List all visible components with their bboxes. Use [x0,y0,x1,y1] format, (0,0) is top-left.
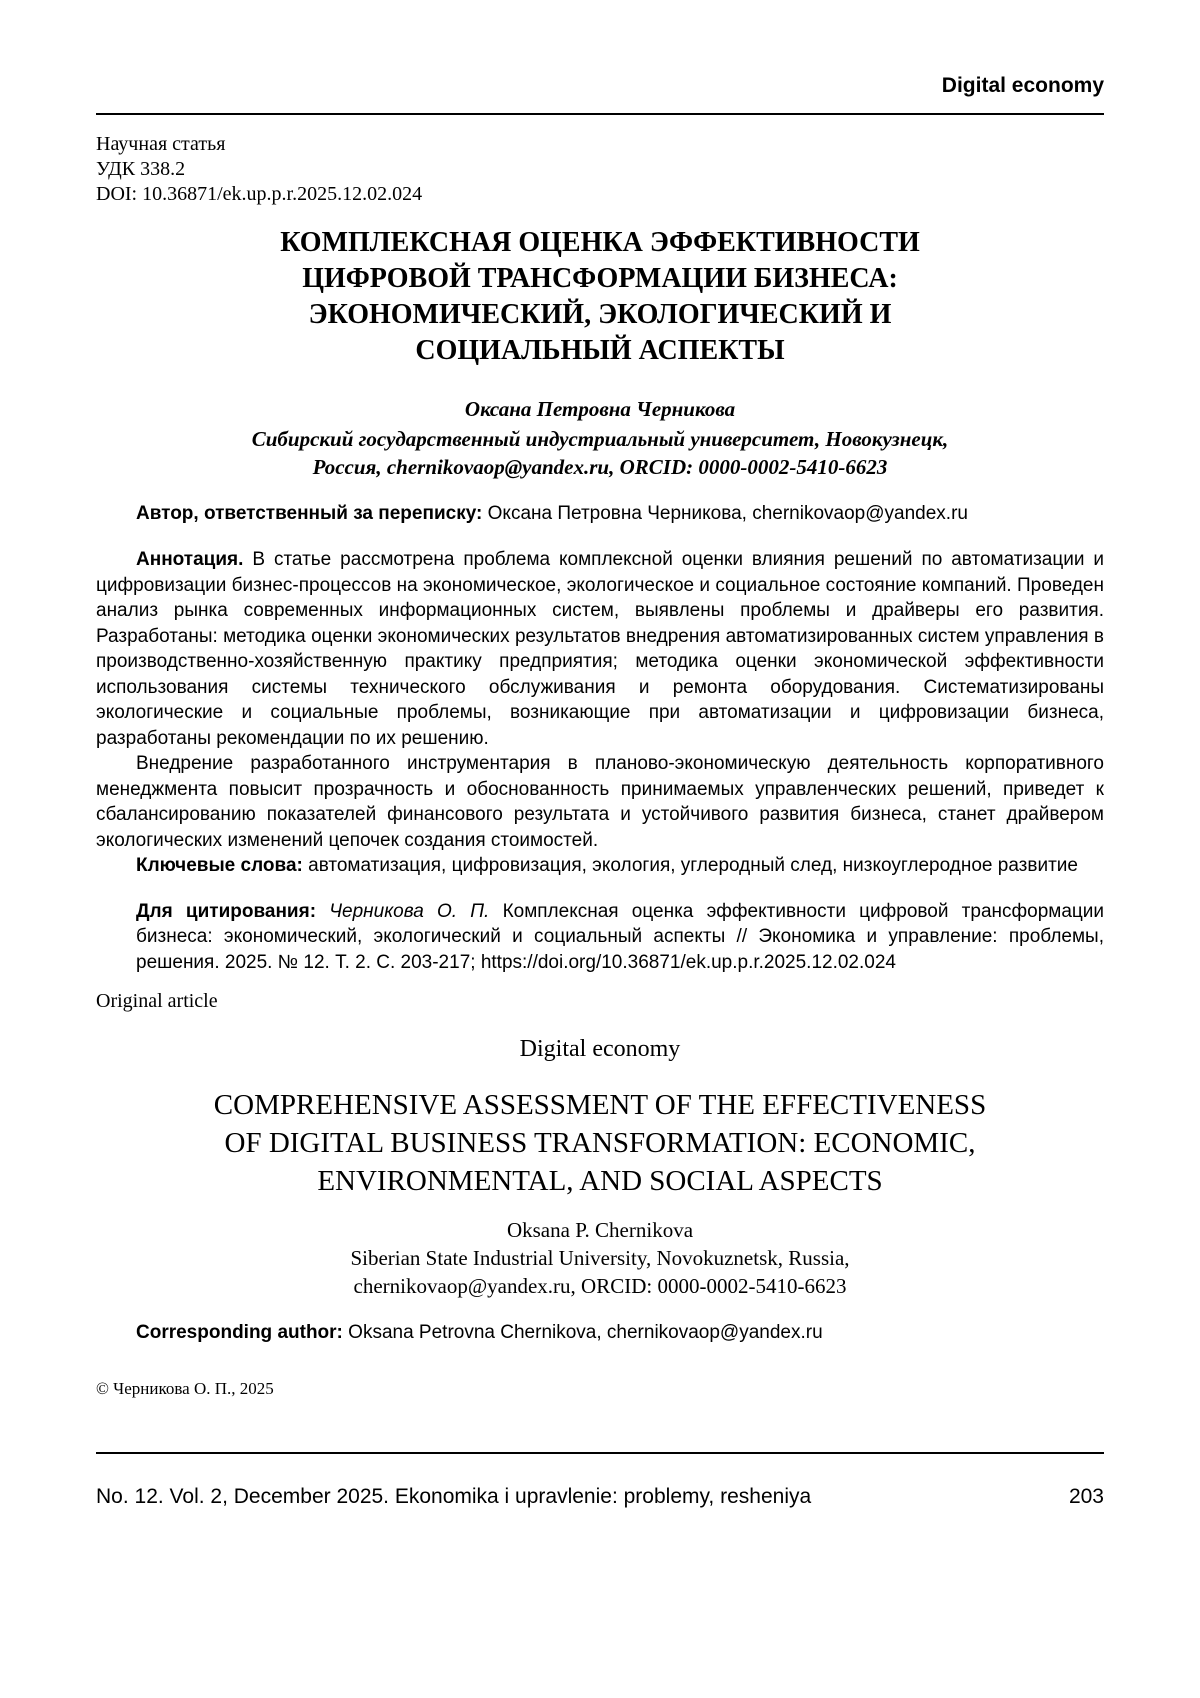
udk-code: УДК 338.2 [96,158,186,180]
title-ru-line: СОЦИАЛЬНЫЙ АСПЕКТЫ [415,335,785,366]
title-ru-line: ЭКОНОМИЧЕСКИЙ, ЭКОЛОГИЧЕСКИЙ И [308,299,892,330]
article-meta [96,132,1104,207]
abstract-section [96,547,1104,879]
affiliation-en-line: Siberian State Industrial University, Novokuznetsk, Russia, [350,1246,850,1270]
abstract-paragraph-2: Внедрение разработанного инструментария в планово-экономическую деятельность корпоративного менеджмента повысит прозрачность и обоснованность принимаемых управленческих решений, приведет к сбалансированию показателей финансового результата и устойчивого развития бизнеса, станет драйвером экологических изменений цепочек создания стоимостей. [96,753,1104,851]
citation-text: Комплексная оценка эффективности цифровой трансформации бизнеса: экономический, экологический и социальный аспекты // Экономика и управление: проблемы, решения. 2025. № 12. Т. 2. С. 203-217; https://doi.org/10.36871/ek.up.p.r.2025.12.02.024 [136,900,1105,973]
header-rule [96,113,1104,115]
citation-label: Для цитирования: [136,900,317,922]
title-ru-line: ЦИФРОВОЙ ТРАНСФОРМАЦИИ БИЗНЕСА: [302,263,898,294]
affiliation-ru-line: Россия, chernikovaop@yandex.ru, ORCID: 0000-0002-5410-6623 [312,455,888,479]
affiliation-ru-line: Сибирский государственный индустриальный университет, Новокузнецк, [251,427,949,451]
keywords-text: автоматизация, цифровизация, экология, углеродный след, низкоуглеродное развитие [308,855,1078,876]
author-name-ru: Оксана Петровна Черникова [464,397,736,421]
page-number: 203 [1068,1485,1104,1508]
page-footer [96,1452,1104,1510]
article-type-ru: Научная статья [96,133,226,155]
abstract-text-1: В статье рассмотрена проблема комплексной оценки влияния решений по автоматизации и цифровизации бизнес-процессов на экономическое, экологическое и социальное состояние компаний. Проведен анализ рынка современных информационных систем, выявлены проблемы и драйверы его развития. Разработаны: методика оценки экономических результатов внедрения автоматизированных систем управления в производственно-хозяйственную практику предприятия; методика оценки экономической эффективности использования системы технического обслуживания и ремонта оборудования. Систематизированы экологические и социальные проблемы, возникающие при автоматизации и цифровизации бизнеса, разработаны рекомендации по их решению. [96,549,1104,749]
corresponding-author-ru [96,501,1104,526]
affiliation-en-line: chernikovaop@yandex.ru, ORCID: 0000-0002-5410-6623 [353,1274,847,1298]
corresponding-ru-label: Автор, ответственный за переписку: [136,503,483,524]
authors-ru [96,395,1104,481]
authors-en [96,1216,1104,1300]
abstract-label: Аннотация. [136,549,244,570]
corresponding-en-text: Oksana Petrovna Chernikova, chernikovaop@yandex.ru [348,1322,823,1343]
section-title-en: Digital economy [519,1036,681,1062]
keywords-label: Ключевые слова: [136,855,303,876]
title-en [96,1086,1104,1200]
citation-author: Черникова О. П. [329,900,490,922]
running-head [96,0,1104,115]
title-en-line: ENVIRONMENTAL, AND SOCIAL ASPECTS [317,1165,883,1197]
corresponding-ru-text: Оксана Петровна Черникова, chernikovaop@yandex.ru [487,503,968,524]
journal-issue-info: No. 12. Vol. 2, December 2025. Ekonomika i upravlenie: problemy, resheniya [96,1485,812,1508]
citation-block [96,899,1104,976]
title-ru [96,225,1104,369]
abstract-paragraph-1 [96,547,1104,751]
author-name-en: Oksana P. Chernikova [506,1218,694,1242]
copyright-line: © Черникова О. П., 2025 [96,1379,274,1398]
article-type-en: Original article [96,990,218,1012]
footer-row [96,1484,1104,1510]
running-head-title: Digital economy [941,74,1104,97]
keywords-paragraph [96,853,1104,879]
footer-rule [96,1452,1104,1454]
title-ru-line: КОМПЛЕКСНАЯ ОЦЕНКА ЭФФЕКТИВНОСТИ [280,227,920,258]
corresponding-en-label: Corresponding author: [136,1322,343,1343]
doi-line: DOI: 10.36871/ek.up.p.r.2025.12.02.024 [96,183,423,205]
title-en-line: COMPREHENSIVE ASSESSMENT OF THE EFFECTIVENESS [213,1089,987,1121]
corresponding-author-en [96,1320,1104,1345]
title-en-line: OF DIGITAL BUSINESS TRANSFORMATION: ECONOMIC, [224,1127,976,1159]
